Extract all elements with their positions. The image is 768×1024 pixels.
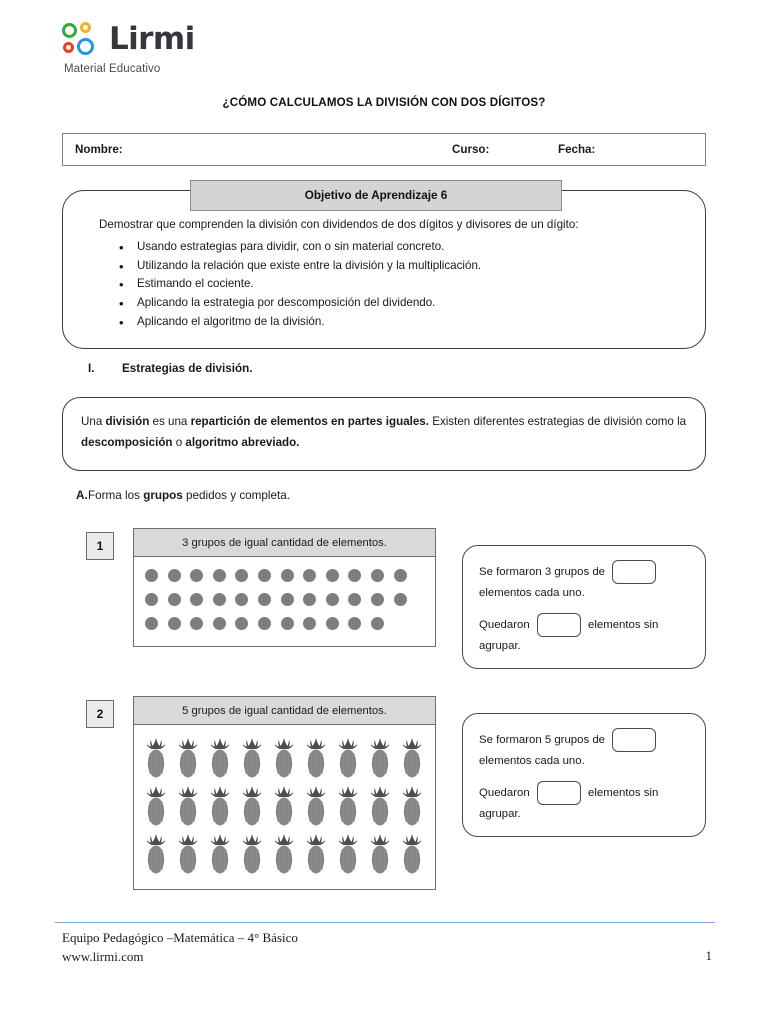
circle-icon xyxy=(258,593,271,606)
answer-spacer xyxy=(479,771,689,781)
answer-line-2 xyxy=(479,613,689,656)
exercise-number-badge: 2 xyxy=(86,700,114,728)
item-row xyxy=(145,737,424,779)
circle-icon xyxy=(213,569,226,582)
pineapple-icon xyxy=(305,785,327,827)
pineapple-icon xyxy=(273,833,295,875)
circle-icon xyxy=(348,617,361,630)
circle-icon xyxy=(348,569,361,582)
circle-icon xyxy=(168,593,181,606)
circle-icon xyxy=(145,569,158,582)
pineapple-icon xyxy=(401,785,423,827)
circle-icon xyxy=(145,617,158,630)
pineapple-icon xyxy=(337,737,359,779)
circle-icon xyxy=(190,617,203,630)
exercise-answer-card xyxy=(462,713,706,837)
pineapple-icon xyxy=(177,785,199,827)
answer-text-2a: Quedaron xyxy=(479,786,530,799)
definition-bold-3: descomposición xyxy=(81,435,173,449)
pineapple-icon xyxy=(209,833,231,875)
brand-subtitle: Material Educativo xyxy=(64,63,161,75)
pineapple-icon xyxy=(145,833,167,875)
section-heading xyxy=(62,362,706,375)
answer-text-1a: Se formaron 3 grupos de xyxy=(479,566,606,579)
footer-divider xyxy=(55,922,715,923)
circle-icon xyxy=(235,617,248,630)
objective-tab-label: Objetivo de Aprendizaje 6 xyxy=(190,180,562,211)
answer-blank-input-1[interactable] xyxy=(612,728,656,752)
pineapple-icon xyxy=(337,833,359,875)
circle-icon xyxy=(213,617,226,630)
item-row xyxy=(145,785,424,827)
circle-icon xyxy=(371,569,384,582)
answer-line-1 xyxy=(479,560,689,603)
exercise-items-panel xyxy=(133,528,436,647)
item-row xyxy=(145,617,424,630)
circle-icon xyxy=(303,569,316,582)
pineapple-icon xyxy=(241,833,263,875)
identity-bar xyxy=(62,133,706,166)
exercise-number-badge: 1 xyxy=(86,532,114,560)
circle-icon xyxy=(213,593,226,606)
circle-icon xyxy=(258,569,271,582)
answer-blank-input-2[interactable] xyxy=(537,613,581,637)
definition-text-2: es una xyxy=(149,415,191,428)
definition-bold-4: algoritmo abreviado. xyxy=(185,435,300,449)
circle-icon xyxy=(303,593,316,606)
page-title: ¿CÓMO CALCULAMOS LA DIVISIÓN CON DOS DÍGITOS? xyxy=(222,96,546,109)
answer-blank-input-1[interactable] xyxy=(612,560,656,584)
circle-icon xyxy=(168,617,181,630)
exercise-answer-card xyxy=(462,545,706,669)
answer-text-1b: elementos cada uno. xyxy=(479,587,585,599)
item-row xyxy=(145,833,424,875)
pineapple-icon xyxy=(401,737,423,779)
answer-text-2b: elementos sin agrupar. xyxy=(479,786,659,820)
activity-bold: grupos xyxy=(143,489,183,502)
footer-line-1: Equipo Pedagógico –Matemática – 4° Básico xyxy=(62,930,298,945)
list-item: • Aplicando el algoritmo de la división. xyxy=(137,313,685,332)
exercise-items-panel xyxy=(133,696,436,890)
pineapple-icon xyxy=(401,833,423,875)
exercise-items-grid xyxy=(134,557,435,646)
activity-text-after: pedidos y completa. xyxy=(182,489,291,502)
circle-icon xyxy=(394,593,407,606)
footer xyxy=(62,929,712,967)
answer-spacer xyxy=(479,603,689,613)
logo-circle-red-icon xyxy=(63,42,74,53)
pineapple-icon xyxy=(305,737,327,779)
exercise-panel-title: 5 grupos de igual cantidad de elementos. xyxy=(134,697,435,725)
logo-circle-green-icon xyxy=(62,23,77,38)
item-row xyxy=(145,569,424,582)
exercise-panel-title: 3 grupos de igual cantidad de elementos. xyxy=(134,529,435,557)
pineapple-icon xyxy=(209,785,231,827)
exercise-items-grid xyxy=(134,725,435,889)
circle-icon xyxy=(326,617,339,630)
definition-text-1: Una xyxy=(81,415,106,428)
pineapple-icon xyxy=(369,833,391,875)
answer-line-2 xyxy=(479,781,689,824)
activity-heading xyxy=(62,489,290,502)
definition-text-4: o xyxy=(172,435,186,449)
circle-icon xyxy=(326,593,339,606)
definition-text-3: Existen diferentes estrategias de división como la xyxy=(428,415,687,428)
circle-icon xyxy=(303,617,316,630)
nombre-label: Nombre: xyxy=(75,143,123,156)
pineapple-icon xyxy=(273,785,295,827)
lirmi-logo-icon xyxy=(62,22,102,56)
pineapple-icon xyxy=(241,737,263,779)
objective-body xyxy=(62,190,706,349)
activity-text-before: Forma los xyxy=(88,489,144,502)
curso-label: Curso: xyxy=(452,143,490,156)
answer-line-1 xyxy=(479,728,689,771)
circle-icon xyxy=(190,593,203,606)
pineapple-icon xyxy=(209,737,231,779)
footer-line-2: www.lirmi.com xyxy=(62,948,144,964)
circle-icon xyxy=(281,569,294,582)
learning-objective-block xyxy=(62,190,706,349)
item-row xyxy=(145,593,424,606)
pineapple-icon xyxy=(177,737,199,779)
answer-text-2a: Quedaron xyxy=(479,618,530,631)
circle-icon xyxy=(235,593,248,606)
objective-bullet-list xyxy=(83,238,685,332)
logo-circle-blue-icon xyxy=(77,38,94,55)
pineapple-icon xyxy=(145,785,167,827)
pineapple-icon xyxy=(369,737,391,779)
answer-text-2b: elementos sin agrupar. xyxy=(479,618,659,652)
activity-letter: A. xyxy=(76,489,88,502)
pineapple-icon xyxy=(145,737,167,779)
pineapple-icon xyxy=(305,833,327,875)
answer-text-1a: Se formaron 5 grupos de xyxy=(479,734,606,747)
pineapple-icon xyxy=(273,737,295,779)
circle-icon xyxy=(281,593,294,606)
pineapple-icon xyxy=(369,785,391,827)
pineapple-icon xyxy=(337,785,359,827)
definition-bold-1: división xyxy=(105,415,150,428)
list-item: • Usando estrategias para dividir, con o sin material concreto. xyxy=(137,238,685,257)
brand-header xyxy=(62,22,322,75)
answer-blank-input-2[interactable] xyxy=(537,781,581,805)
section-number: I. xyxy=(88,362,95,375)
definition-bold-2: repartición de elementos en partes iguales. xyxy=(190,415,429,428)
circle-icon xyxy=(190,569,203,582)
answer-text-1b: elementos cada uno. xyxy=(479,755,585,767)
objective-intro: Demostrar que comprenden la división con dividendos de dos dígitos y divisores de un dígito: xyxy=(99,218,579,231)
pineapple-icon xyxy=(241,785,263,827)
circle-icon xyxy=(168,569,181,582)
circle-icon xyxy=(281,617,294,630)
circle-icon xyxy=(371,617,384,630)
list-item: • Utilizando la relación que existe entre la división y la multiplicación. xyxy=(137,257,685,276)
list-item: • Aplicando la estrategia por descomposición del dividendo. xyxy=(137,294,685,313)
circle-icon xyxy=(371,593,384,606)
logo-circle-yellow-icon xyxy=(80,22,91,33)
circle-icon xyxy=(258,617,271,630)
circle-icon xyxy=(326,569,339,582)
brand-row xyxy=(62,22,322,56)
circle-icon xyxy=(348,593,361,606)
brand-name: Lirmi xyxy=(109,20,195,57)
circle-icon xyxy=(394,569,407,582)
section-title: Estrategias de división. xyxy=(122,362,253,375)
fecha-label: Fecha: xyxy=(558,143,596,156)
circle-icon xyxy=(145,593,158,606)
pineapple-icon xyxy=(177,833,199,875)
list-item: • Estimando el cociente. xyxy=(137,275,685,294)
page-number: 1 xyxy=(705,948,712,963)
circle-icon xyxy=(235,569,248,582)
definition-box xyxy=(62,397,706,471)
